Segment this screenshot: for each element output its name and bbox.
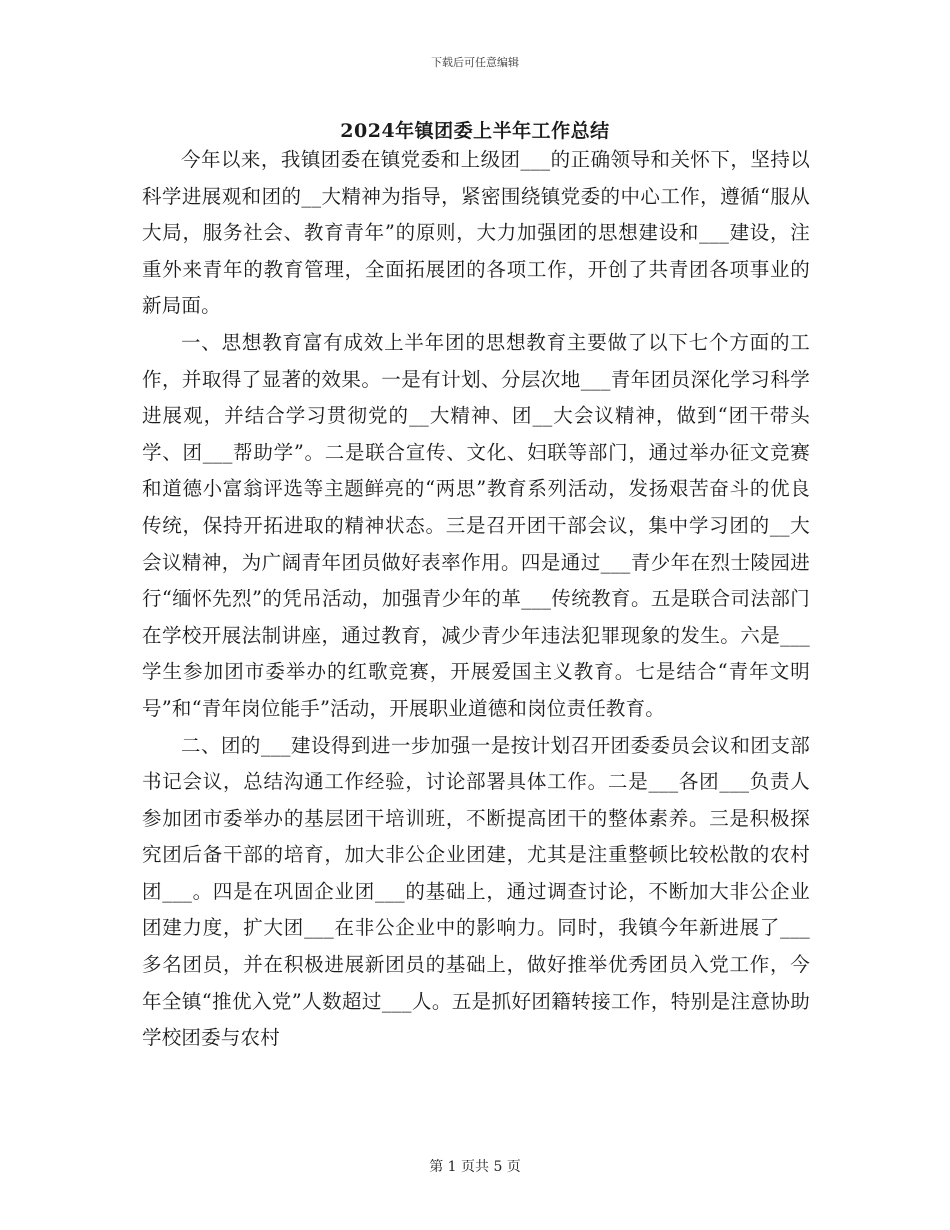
page-footer: 第 1 页共 5 页 [429,1159,521,1175]
document-title: 2024年镇团委上半年工作总结 [340,120,610,142]
paragraph-section-1: 一、思想教育富有成效上半年团的思想教育主要做了以下七个方面的工作，并取得了显著的效果。一是有计划、分层次地___青年团员深化学习科学进展观，并结合学习贯彻党的__大精神、团__大会议精神，做到“团干带头学、团___帮助学”。二是联合宣传、文化、妇联等部门，通过举办征文竞赛和道德小富翁评选等主题鲜亮的“两思”教育系列活动，发扬艰苦奋斗的优良传统，保持开拓进取的精神状态。三是召开团干部会议，集中学习团的__大会议精神，为广阔青年团员做好表率作用。四是通过___青少年在烈士陵园进行“缅怀先烈”的凭吊活动，加强青少年的革___传统教育。五是联合司法部门在学校开展法制讲座，通过教育，减少青少年违法犯罪现象的发生。六是___学生参加团市委举办的红歌竞赛，开展爱国主义教育。七是结合“青年文明号”和“青年岗位能手”活动，开展职业道德和岗位责任教育。 [142,330,810,720]
header-note: 下载后可任意编辑 [431,56,519,69]
paragraph-intro: 今年以来，我镇团委在镇党委和上级团___的正确领导和关怀下，坚持以科学进展观和团的__大精神为指导，紧密围绕镇党委的中心工作，遵循“服从大局，服务社会、教育青年”的原则，大力加强团的思想建设和___建设，注重外来青年的教育管理，全面拓展团的各项工作，开创了共青团各项事业的新局面。 [142,148,810,318]
document-body [142,142,810,1057]
paragraph-section-2: 二、团的___建设得到进一步加强一是按计划召开团委委员会议和团支部书记会议，总结沟通工作经验，讨论部署具体工作。二是___各团___负责人参加团市委举办的基层团干培训班，不断提高团干的整体素养。三是积极探究团后备干部的培育，加大非公企业团建，尤其是注重整顿比较松散的农村团___。四是在巩固企业团___的基础上，通过调查讨论，不断加大非公企业团建力度，扩大团___在非公企业中的影响力。同时，我镇今年新进展了___多名团员，并在积极进展新团员的基础上，做好推举优秀团员入党工作，今年全镇“推优入党”人数超过___人。五是抓好团籍转接工作，特别是注意协助学校团委与农村 [142,733,810,1050]
